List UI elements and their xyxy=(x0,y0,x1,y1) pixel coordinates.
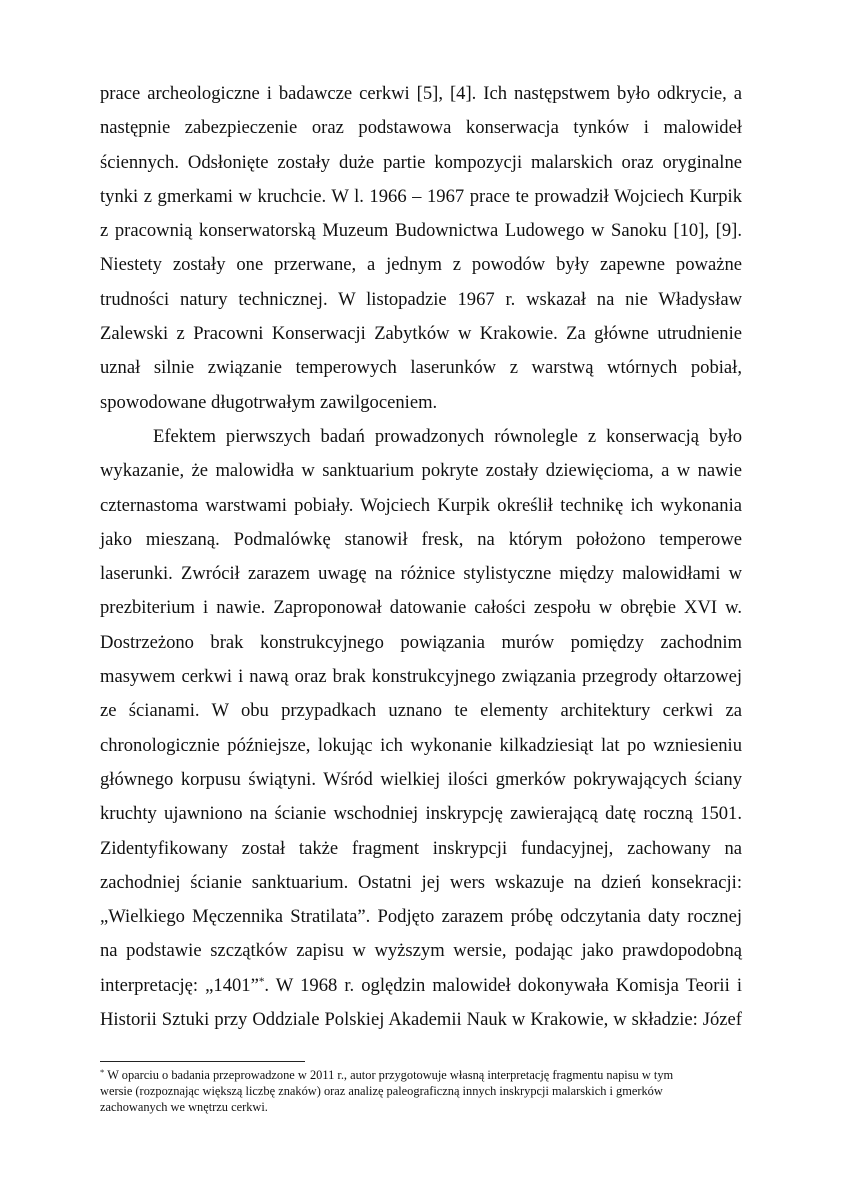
p2-line-5: laserunki. Zwrócił zarazem uwagę na różnice stylistyczne między malowidłami w xyxy=(100,563,742,585)
footnote-line-3: zachowanych we wnętrzu cerkwi. xyxy=(100,1099,268,1114)
p2-line-6: prezbiterium i nawie. Zaproponował datowanie całości zespołu w obrębie XVI w. xyxy=(100,597,742,619)
p2-line-13: Zidentyfikowany został także fragment inskrypcji fundacyjnej, zachowany na xyxy=(100,837,742,859)
p1-line-1: prace archeologiczne i badawcze cerkwi [5], [4]. Ich następstwem było odkrycie, a xyxy=(100,83,742,104)
p2-line-16: na podstawie szczątków zapisu w wyższym wersie, podając jako prawdopodobną xyxy=(100,940,742,962)
footnote-line-1-text: W oparciu o badania przeprowadzone w 2011 r., autor przygotowuje własną interpretację fragmentu napisu w tym xyxy=(104,1068,674,1082)
p2-line-4: jako mieszaną. Podmalówkę stanowił fresk, na którym położono temperowe xyxy=(100,528,742,550)
footnote-separator xyxy=(100,1061,305,1062)
p1-line-10: spowodowane długotrwałym zawilgoceniem. xyxy=(100,391,438,413)
p1-line-2: następnie zabezpieczenie oraz podstawowa konserwacja tynków i malowideł xyxy=(100,117,742,139)
p2-line-10: chronologicznie późniejsze, lokując ich wykonanie kilkadziesiąt lat po wzniesieniu xyxy=(100,734,742,756)
p1-line-7: trudności natury technicznej. W listopadzie 1967 r. wskazał na nie Władysław xyxy=(100,288,742,310)
footnote-line-2: wersie (rozpoznając większą liczbę znaków) oraz analizę paleograficzną innych inskrypcji malarskich i gmerków xyxy=(100,1083,663,1098)
p2-line-17 xyxy=(100,969,742,1003)
footnote-reference[interactable]: * xyxy=(258,976,265,989)
p1-line-8: Zalewski z Pracowni Konserwacji Zabytków w Krakowie. Za główne utrudnienie xyxy=(100,323,742,345)
p2-line-14: zachodniej ścianie sanktuarium. Ostatni jej wers wskazuje na dzień konsekracji: xyxy=(100,871,742,893)
p1-line-4: tynki z gmerkami w kruchcie. W l. 1966 – 1967 prace te prowadził Wojciech Kurpik xyxy=(100,185,742,207)
footnote xyxy=(100,1068,742,1115)
p1-line-3: ściennych. Odsłonięte zostały duże partie kompozycji malarskich oraz oryginalne xyxy=(100,151,742,173)
p2-line-2: wykazanie, że malowidła w sanktuarium pokryte zostały dziewięcioma, a w nawie xyxy=(100,460,742,482)
footnote-line-1 xyxy=(100,1068,742,1084)
p2-line-17-end: . W 1968 r. oględzin malowideł dokonywała Komisja Teorii i xyxy=(264,974,742,996)
p2-line-1: Efektem pierwszych badań prowadzonych równolegle z konserwacją było xyxy=(153,425,742,447)
p2-line-11: głównego korpusu świątyni. Wśród wielkiej ilości gmerków pokrywających ściany xyxy=(100,768,742,790)
p2-line-7: Dostrzeżono brak konstrukcyjnego powiązania murów pomiędzy zachodnim xyxy=(100,631,742,653)
p1-line-5: z pracownią konserwatorską Muzeum Budownictwa Ludowego w Sanoku [10], [9]. xyxy=(100,220,742,242)
p2-line-17-start: interpretację: „1401” xyxy=(100,974,259,996)
p1-line-9: uznał silnie związanie temperowych laserunków z warstwą wtórnych pobiał, xyxy=(100,357,742,379)
p2-line-9: ze ścianami. W obu przypadkach uznano te elementy architektury cerkwi za xyxy=(100,700,742,722)
footnote-marker: * xyxy=(100,1066,105,1077)
p2-line-12: kruchty ujawniono na ścianie wschodniej inskrypcję zawierającą datę roczną 1501. xyxy=(100,803,742,825)
p2-line-8: masywem cerkwi i nawą oraz brak konstrukcyjnego związania przegrody ołtarzowej xyxy=(100,666,742,688)
p1-line-6: Niestety zostały one przerwane, a jednym z powodów były zapewne poważne xyxy=(100,254,742,276)
main-text xyxy=(100,77,742,1037)
p2-line-3: czternastoma warstwami pobiały. Wojciech Kurpik określił technikę ich wykonania xyxy=(100,494,742,516)
p2-line-18: Historii Sztuki przy Oddziale Polskiej Akademii Nauk w Krakowie, w składzie: Józef xyxy=(100,1009,742,1031)
p2-line-15: „Wielkiego Męczennika Stratilata”. Podjęto zarazem próbę odczytania daty rocznej xyxy=(100,906,742,928)
